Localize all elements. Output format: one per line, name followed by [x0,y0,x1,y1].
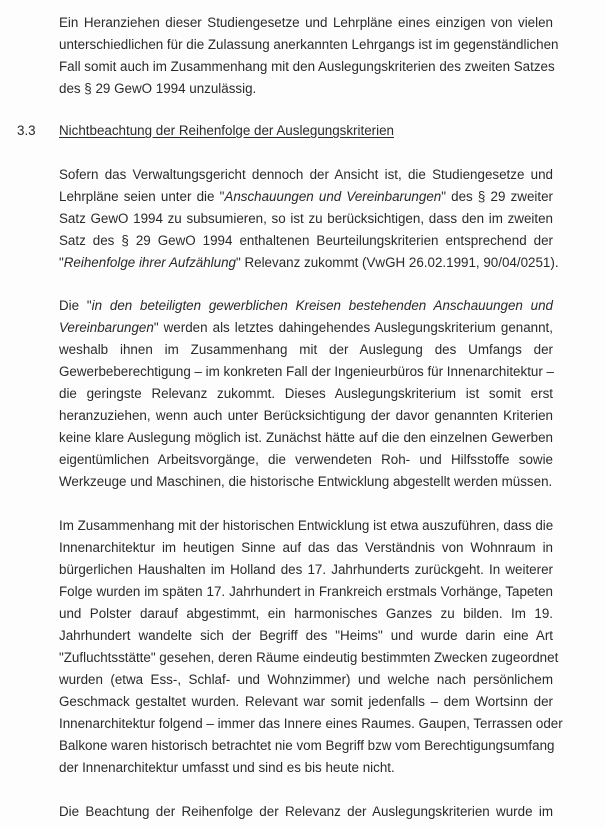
text-line: Fall somit auch im Zusammenhang mit den Auslegungskriterien des zweiten Satzes [59,59,555,74]
text-line: heranzuziehen, wenn auch unter Berücksichtigung der davor genannten Kriterien [59,408,553,423]
text-line: und Polster darauf abgestimmt, ein harmonisches Ganzes zu bilden. Im 19. [59,606,553,621]
paragraph-5 [59,801,553,823]
text-line: Im Zusammenhang mit der historischen Entwicklung ist etwa auszuführen, dass die [59,518,554,533]
text-line: Gewerbeberechtigung – im konkreten Fall der Ingenieurbüros für Innenarchitektur – [59,364,554,379]
paragraph-2 [59,164,559,274]
text-line: Die Beachtung der Reihenfolge der Relevanz der Auslegungskriterien wurde im [59,804,553,819]
text-line: Innenarchitektur im heutigen Sinne auf das das Verständnis von Wohnraum in [59,540,553,555]
text-line: Satz des § 29 GewO 1994 enthaltenen Beurteilungskriterien entsprechend der [59,233,553,248]
paragraph-4 [59,515,563,779]
text-line: Balkone waren historisch betrachtet nie vom Begriff bzw vom Berechtigungsumfang [59,738,555,753]
text-line [59,186,553,208]
text-run: " werden als letztes dahingehendes Auslegungskriterium genannt, [153,320,553,335]
text-line: die geringste Relevanz zukommt. Dieses Auslegungskriterium ist somit erst [59,386,553,401]
section-title: Nichtbeachtung der Reihenfolge der Auslegungskriterien [59,123,394,138]
text-run: " des § 29 zweiter [441,189,553,204]
text-line: Jahrhundert wandelte sich der Begriff des "Heims" und wurde darin eine Art [59,628,553,643]
text-line: des § 29 GewO 1994 unzulässig. [59,81,257,96]
text-line: Werkzeuge und Maschinen, die historische Entwicklung abgestellt werden müssen. [59,474,553,489]
text-run: " [59,255,64,270]
text-line: bürgerlichen Haushalten im Holland des 17. Jahrhunderts zurückgeht. In weiterer [59,562,553,577]
text-line: wurden (etwa Ess-, Schlaf- und Wohnzimmer) und welche nach persönlichem [59,672,553,687]
text-line: Innenarchitektur folgend – immer das Innere eines Raumes. Gaupen, Terrassen oder [59,716,563,731]
text-line: Folge wurden im späten 17. Jahrhundert in Frankreich erstmals Vorhänge, Tapeten [59,584,553,599]
italic-quote: in den beteiligten gewerblichen Kreisen bestehenden Anschauungen und [91,298,553,313]
text-run: Lehrpläne seien unter die " [59,189,225,204]
text-line: Sofern das Verwaltungsgericht dennoch der Ansicht ist, die Studiengesetze und [59,167,553,182]
text-line: unterschiedlichen für die Zulassung anerkannten Lehrgangs ist im gegenständlichen [59,37,559,52]
text-line: keine klare Auslegung möglich ist. Zunächst hätte auf die den einzelnen Gewerben [59,430,553,445]
text-line [59,295,553,317]
italic-quote: Anschauungen und Vereinbarungen [224,189,442,204]
paragraph-1 [59,12,559,100]
text-line: der Innenarchitektur umfasst und sind es bis heute nicht. [59,760,395,775]
text-line: Ein Heranziehen dieser Studiengesetze und Lehrpläne eines einzigen von vielen [59,15,553,30]
text-line: Geschmack gestaltet wurden. Relevant war somit jedenfalls – dem Wortsinn der [59,694,553,709]
text-line: eigentümlichen Arbeitsvorgänge, die verwendeten Roh- und Hilfsstoffe sowie [59,452,553,467]
text-line: "Zufluchtsstätte" gesehen, deren Räume eindeutig bestimmten Zwecken zugeordnet [59,650,559,665]
italic-quote: Vereinbarungen [59,320,154,335]
italic-quote: Reihenfolge ihrer Aufzählung [63,255,236,270]
paragraph-3 [59,295,553,493]
text-run: " Relevanz zukommt (VwGH 26.02.1991, 90/04/0251). [235,255,559,270]
text-line [59,252,559,274]
section-number: 3.3 [17,123,36,138]
text-run: Die " [59,298,92,313]
text-line [59,317,553,339]
text-line: weshalb ihnen im Zusammenhang mit der Auslegung des Umfangs der [59,342,553,357]
text-line: Satz GewO 1994 zu subsumieren, so ist zu berücksichtigen, dass den im zweiten [59,211,553,226]
